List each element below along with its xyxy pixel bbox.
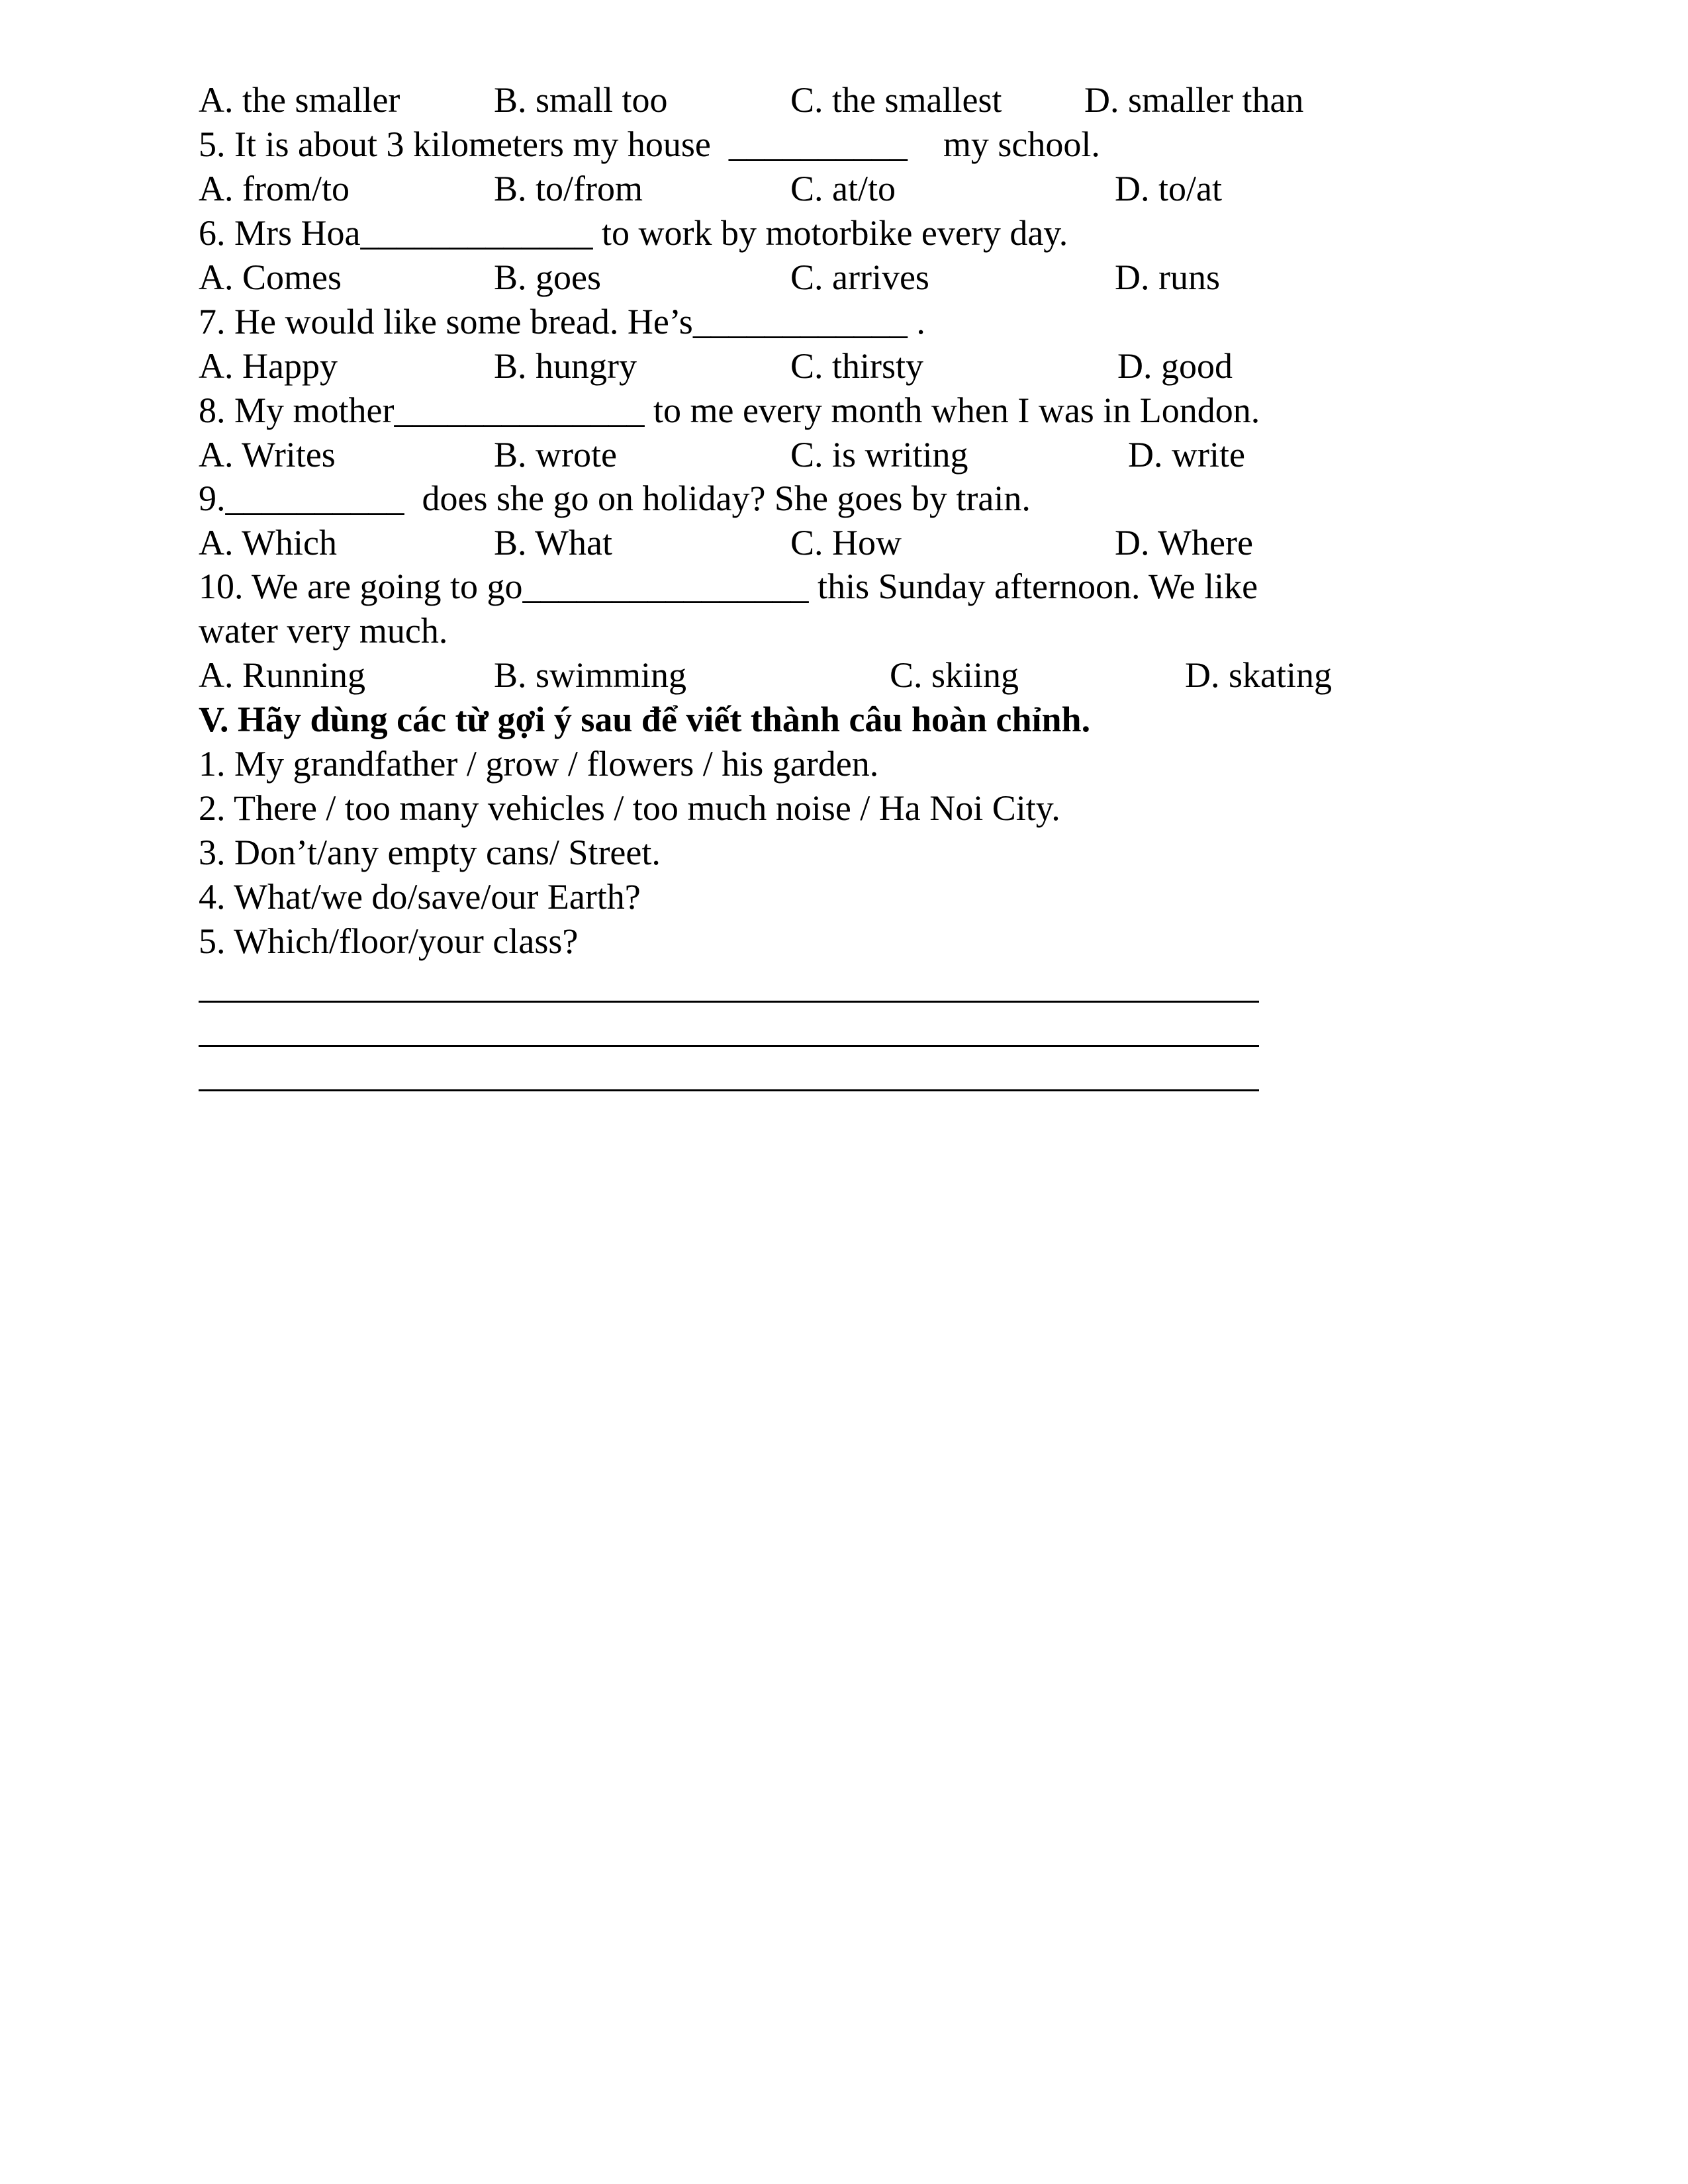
section-5-item-3: 3. Don’t/any empty cans/ Street. xyxy=(199,833,661,872)
q7-option-b: B. hungry xyxy=(494,346,637,386)
q6-option-d: D. runs xyxy=(1115,257,1220,297)
q8-option-a: A. Writes xyxy=(199,435,336,475)
question-6: 6. Mrs Hoa_____________ to work by motorbike every day. xyxy=(199,213,1068,253)
q8-option-b: B. wrote xyxy=(494,435,617,475)
q10-option-a: A. Running xyxy=(199,655,366,695)
q4-option-d: D. smaller than xyxy=(1084,80,1304,120)
question-10-line-1: 10. We are going to go________________ this Sunday afternoon. We like xyxy=(199,567,1258,606)
answer-line-1 xyxy=(199,1001,1259,1003)
q6-option-a: A. Comes xyxy=(199,257,342,297)
q9-option-a: A. Which xyxy=(199,523,337,563)
question-7: 7. He would like some bread. He’s____________ . xyxy=(199,302,925,341)
q7-option-d: D. good xyxy=(1117,346,1233,386)
question-10-line-2: water very much. xyxy=(199,611,448,651)
q10-option-d: D. skating xyxy=(1185,655,1332,695)
q5-option-c: C. at/to xyxy=(790,169,896,208)
q4-option-c: C. the smallest xyxy=(790,80,1002,120)
q7-option-a: A. Happy xyxy=(199,346,338,386)
section-5-heading: V. Hãy dùng các từ gợi ý sau để viết thành câu hoàn chỉnh. xyxy=(199,700,1091,739)
section-5-item-1: 1. My grandfather / grow / flowers / his garden. xyxy=(199,744,879,784)
q10-option-c: C. skiing xyxy=(890,655,1019,695)
q5-option-b: B. to/from xyxy=(494,169,643,208)
q10-option-b: B. swimming xyxy=(494,655,687,695)
section-5-item-2: 2. There / too many vehicles / too much noise / Ha Noi City. xyxy=(199,788,1060,828)
question-5: 5. It is about 3 kilometers my house __________ my school. xyxy=(199,124,1100,164)
question-9: 9.__________ does she go on holiday? She goes by train. xyxy=(199,478,1031,518)
q8-option-d: D. write xyxy=(1128,435,1245,475)
q6-option-c: C. arrives xyxy=(790,257,929,297)
q9-option-d: D. Where xyxy=(1115,523,1253,563)
q5-option-a: A. from/to xyxy=(199,169,350,208)
answer-line-3 xyxy=(199,1089,1259,1091)
q9-option-b: B. What xyxy=(494,523,612,563)
q4-option-b: B. small too xyxy=(494,80,668,120)
answer-line-2 xyxy=(199,1045,1259,1047)
section-5-item-5: 5. Which/floor/your class? xyxy=(199,921,579,961)
q8-option-c: C. is writing xyxy=(790,435,968,475)
section-5-item-4: 4. What/we do/save/our Earth? xyxy=(199,877,641,917)
q9-option-c: C. How xyxy=(790,523,902,563)
question-8: 8. My mother______________ to me every month when I was in London. xyxy=(199,390,1260,430)
q6-option-b: B. goes xyxy=(494,257,601,297)
q4-option-a: A. the smaller xyxy=(199,80,400,120)
q5-option-d: D. to/at xyxy=(1115,169,1222,208)
q7-option-c: C. thirsty xyxy=(790,346,924,386)
